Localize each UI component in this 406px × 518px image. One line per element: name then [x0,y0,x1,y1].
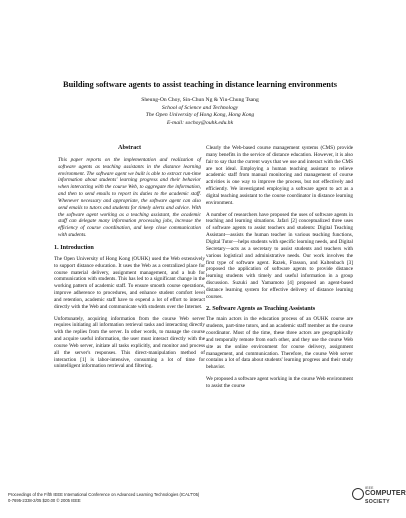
right-paragraph-2: A number of researchers have proposed the uses of software agents in teaching and learning situations. Jafari [2] conceptualized three uses of software agents to assist teachers and students: Digital Teaching Assistant—assists the human teacher in various teaching functions, Digital Tutor—helps students with specific learning needs, and Digital Secretary—acts as a secretary to assist students and teachers with various logistical and administrative needs. Our work involves the first type of software agent. Razek, Frasson, and Kaltenbach [3] proposed the application of software agents to provide distance learning students with timely and useful information in a group discussion. Suzuki and Yamamoto [4] proposed an agent-based distance learning system for effective delivery of distance learning courses. [206,211,353,300]
left-column [54,145,205,375]
footer-isbn: 0-7695-2338-2/05 $20.00 © 2005 IEEE [8,498,81,503]
section-1-heading: 1. Introduction [54,243,94,251]
intro-paragraph-2: Unfortunately, acquiring information from the course Web server requires initiating all information retrieval tasks and interacting directly with the replies from the server. In other words, to manage the course and acquire useful information, the user must interact directly with the course Web server, initiate all tasks explicitly, and monitor and process all the server's responses. This direct-manipulation method of interaction [1] is labor-intensive, consuming a lot of time for unintelligent information retrieval and filtering. [54,315,205,370]
page-footer [8,492,308,504]
author-university: The Open University of Hong Kong, Hong Kong [145,112,255,119]
logo-text-society: SOCIETY [365,499,390,505]
right-paragraph-3: The main actors in the education process of an OUHK course are students, part-time tutors, and an academic staff member as the course coordinator. Most of the time, these three actors are geographically and temporally remote from each other, and they use the course Web site as the online environment for course delivery, assignment management, and communication. Therefore, the course Web server contains a lot of data about students' learning progress and their study behavior. [206,316,353,371]
logo-text-computer: COMPUTER [365,490,406,497]
footer-proceedings: Proceedings of the Fifth IEEE International Conference on Advanced Learning Technologies (ICALT'05) [8,492,200,497]
ieee-computer-society-logo [352,486,406,514]
abstract-heading: Abstract [117,144,142,151]
author-names: Sheung-On Choy, Sin-Chun Ng & Yiu-Chung Tsang [141,97,259,103]
author-school: School of Science and Technology [161,104,239,111]
paper-title: Building software agents to assist teaching in distance learning environments [63,80,337,89]
right-column [206,145,353,395]
right-paragraph-4: We proposed a software agent working in the course Web environment to assist the course [206,376,353,389]
right-paragraph-1: Clearly the Web-based course management systems (CMS) provide many benefits in the service of distance education. However, it is also fair to say that the current ways that we use and interact with the CMS are not ideal. Employing a human teaching assistant to relieve academic staff from manual monitoring and management of course activities is one way to improve the process, but not effectively and efficiently. We investigated employing a software agent to act as a digital teaching assistant to the course coordinator in distance learning environment. [206,145,353,206]
author-email: E-mail: sochoy@ouhk.edu.hk [166,119,234,126]
intro-paragraph-1: The Open University of Hong Kong (OUHK) used the Web extensively to support distance education. It uses the Web as a centralized place for course material delivery, assignment management, and a hub for communication with students. This has led to a significant change in the working pattern of academic staff. To ensure smooth course operations, improve adherence to procedures, and enhance student comfort level and retention, academic staff have to expend a lot of effort to interact directly with the Web and communicate with students over the Internet. [54,255,205,310]
author-block [40,97,360,127]
logo-text-ieee: IEEE [365,486,374,490]
section-2-heading: 2. Software Agents as Teaching Assistants [206,304,316,312]
abstract-text: This paper reports on the implementation and realization of software agents as teaching assistants in the distance learning environment. The software agent we built is able to extract run-time information about students' learning progress and their behavior when interacting with the course Web, to aggregate the information, and then to send emails to report its duties to the academic staff. Whenever necessary and appropriate, the software agent can also send emails to tutors and students for timely alerts and advice. With the software agent working as a teaching assistant, the academic staff can delegate many information processing jobs, increase the efficiency of course coordination, and keep close communication with students. [58,156,201,239]
society-seal-icon [352,488,364,500]
